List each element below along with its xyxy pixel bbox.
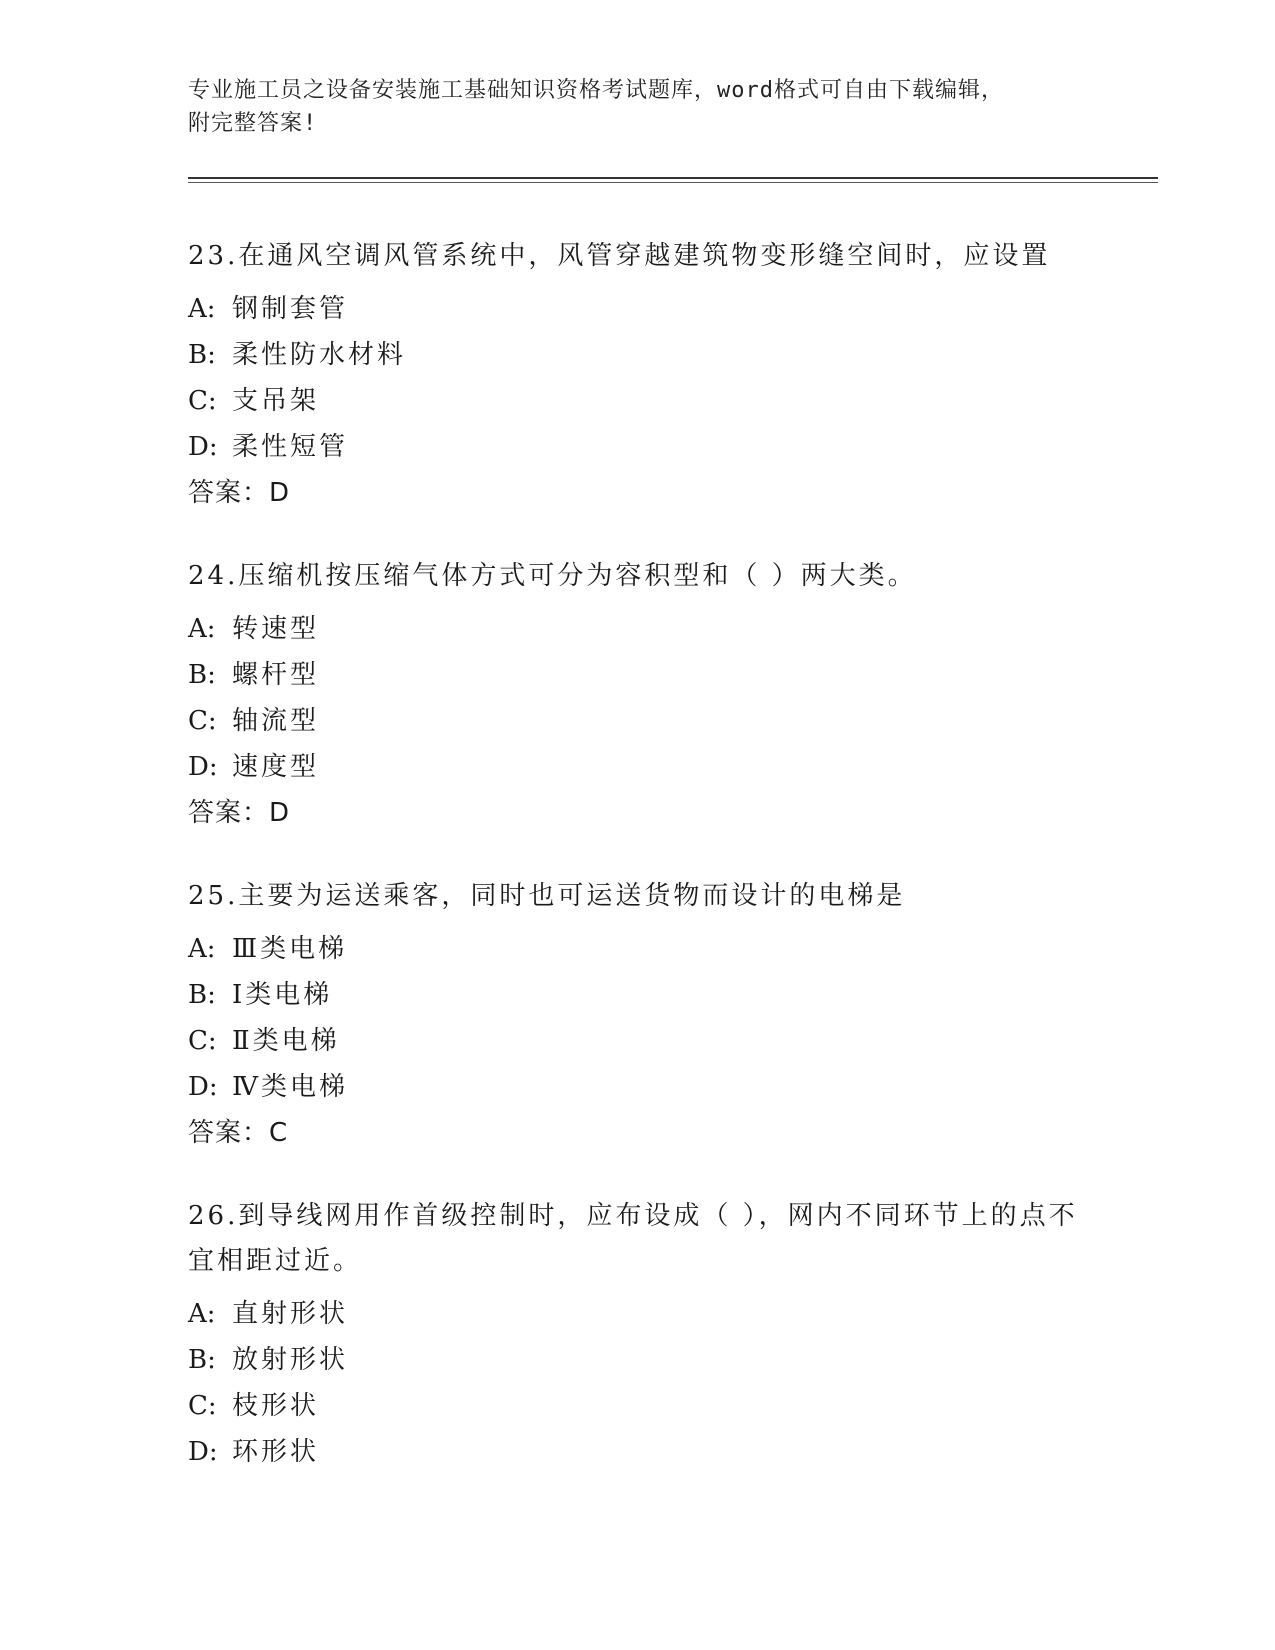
question-stem: 24.压缩机按压缩气体方式可分为容积型和（ ）两大类。 xyxy=(188,561,917,591)
option-text: 螺杆型 xyxy=(232,660,320,690)
option-key: A: xyxy=(188,934,216,964)
option-text: Ⅱ类电梯 xyxy=(232,1026,340,1056)
answer-line: 答案：C xyxy=(188,1118,289,1148)
option-text: 柔性防水材料 xyxy=(232,340,407,370)
option-key: B: xyxy=(188,340,216,370)
option-text: 速度型 xyxy=(232,752,320,782)
option-key: D: xyxy=(188,432,218,462)
option-b xyxy=(188,652,1088,698)
question-24 xyxy=(188,554,1088,836)
option-key: D: xyxy=(188,1437,218,1467)
option-a xyxy=(188,926,1088,972)
option-key: B: xyxy=(188,980,216,1010)
header-line-1: 专业施工员之设备安装施工基础知识资格考试题库，word格式可自由下载编辑， xyxy=(188,78,1004,103)
option-b xyxy=(188,972,1088,1018)
option-a xyxy=(188,1291,1088,1337)
option-text: 直射形状 xyxy=(232,1299,349,1329)
option-key: B: xyxy=(188,660,216,690)
answer-line: 答案：D xyxy=(188,798,291,828)
option-c xyxy=(188,378,1088,424)
option-b xyxy=(188,1337,1088,1383)
option-key: D: xyxy=(188,1072,218,1102)
question-stem: 26.到导线网用作首级控制时，应布设成（ ），网内不同环节上的点不宜相距过近。 xyxy=(188,1201,1078,1276)
question-stem: 25.主要为运送乘客，同时也可运送货物而设计的电梯是 xyxy=(188,881,906,911)
option-text: 放射形状 xyxy=(232,1345,349,1375)
option-key: D: xyxy=(188,752,218,782)
option-key: C: xyxy=(188,1391,217,1421)
option-key: A: xyxy=(188,614,216,644)
option-key: B: xyxy=(188,1345,216,1375)
option-text: 支吊架 xyxy=(232,386,320,416)
option-text: Ⅳ类电梯 xyxy=(232,1072,348,1102)
option-d xyxy=(188,424,1088,470)
option-d xyxy=(188,1429,1088,1475)
header-line-2: 附完整答案! xyxy=(188,111,318,136)
document-header xyxy=(188,74,1068,140)
option-text: 枝形状 xyxy=(232,1391,320,1421)
question-23 xyxy=(188,234,1088,516)
header-divider-thick xyxy=(188,177,1158,179)
option-text: Ⅰ类电梯 xyxy=(232,980,333,1010)
option-a xyxy=(188,606,1088,652)
option-d xyxy=(188,1064,1088,1110)
option-text: 转速型 xyxy=(232,614,320,644)
question-26 xyxy=(188,1194,1088,1475)
option-key: C: xyxy=(188,386,217,416)
question-stem: 23.在通风空调风管系统中，风管穿越建筑物变形缝空间时，应设置 xyxy=(188,241,1051,271)
option-text: 钢制套管 xyxy=(232,294,349,324)
header-divider-thin xyxy=(188,182,1158,183)
option-text: 柔性短管 xyxy=(232,432,349,462)
option-c xyxy=(188,1383,1088,1429)
option-key: C: xyxy=(188,1026,217,1056)
option-b xyxy=(188,332,1088,378)
option-a xyxy=(188,286,1088,332)
option-text: 环形状 xyxy=(232,1437,320,1467)
option-key: A: xyxy=(188,1299,216,1329)
option-text: Ⅲ类电梯 xyxy=(232,934,348,964)
option-c xyxy=(188,698,1088,744)
option-key: A: xyxy=(188,294,216,324)
question-25 xyxy=(188,874,1088,1156)
option-text: 轴流型 xyxy=(232,706,320,736)
answer-line: 答案：D xyxy=(188,478,291,508)
option-d xyxy=(188,744,1088,790)
option-key: C: xyxy=(188,706,217,736)
option-c xyxy=(188,1018,1088,1064)
